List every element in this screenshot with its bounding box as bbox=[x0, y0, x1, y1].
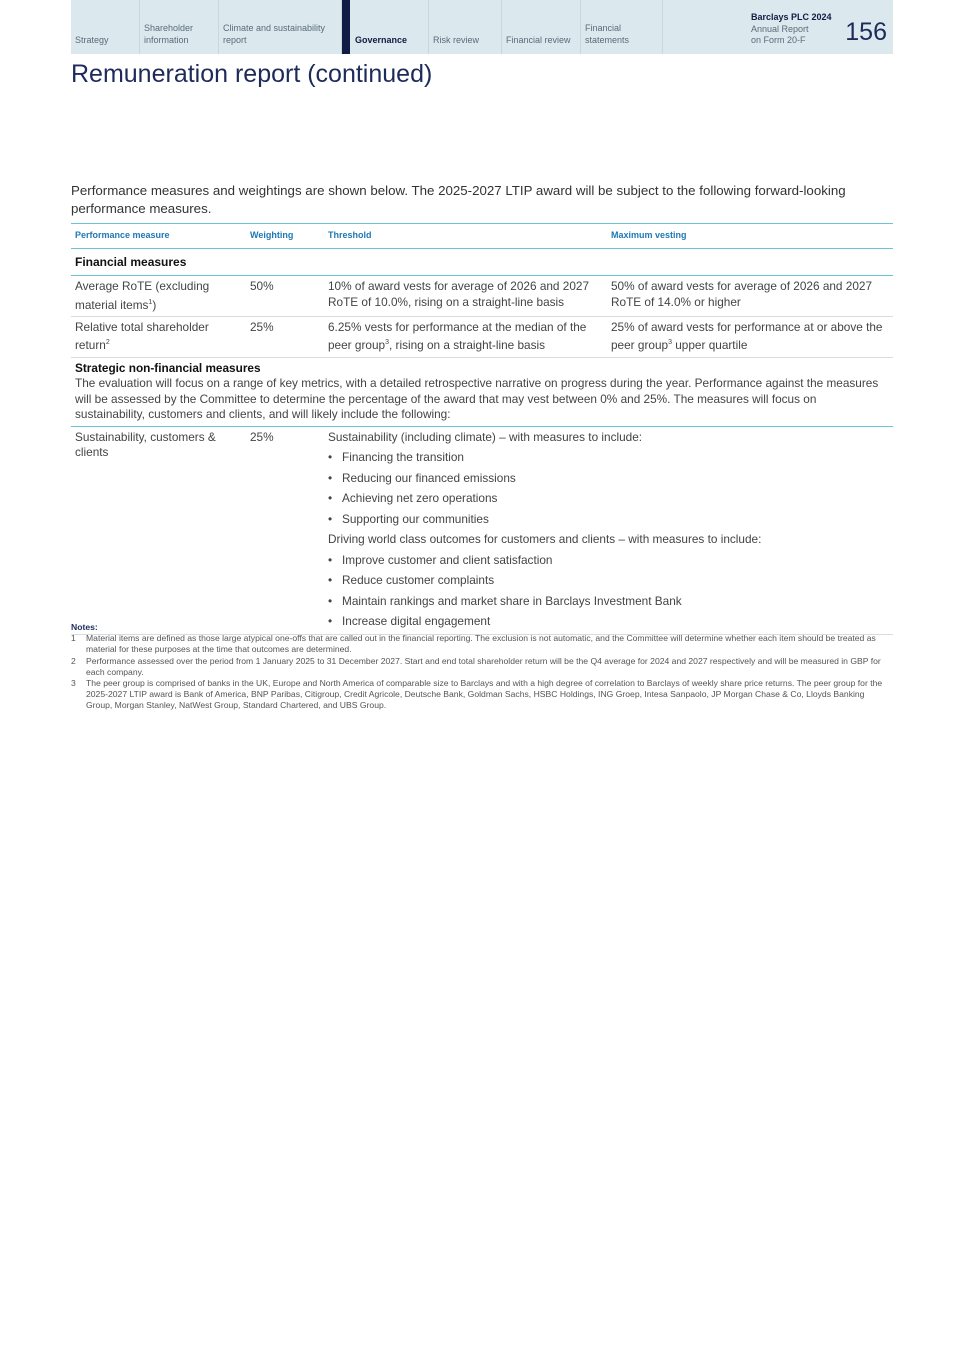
threshold-text: 6.25% vests for performance at the median of the peer group bbox=[328, 319, 587, 353]
measure-cell: Sustainability, customers & clients bbox=[71, 426, 246, 634]
list-item: • Increase digital engagement bbox=[328, 614, 889, 630]
measure-suffix: ) bbox=[152, 297, 157, 312]
nav-financial-statements[interactable]: Financial statements bbox=[581, 0, 663, 54]
weighting-cell: 25% bbox=[246, 316, 324, 357]
brand-line1: Annual Report bbox=[751, 23, 809, 34]
max-text: 25% of award vests for performance at or above the peer group bbox=[611, 319, 883, 353]
list-item: • Improve customer and client satisfaction bbox=[328, 553, 889, 569]
table-row bbox=[71, 426, 893, 634]
footnote-ref: 1 bbox=[148, 298, 153, 306]
sustain-bullets bbox=[328, 450, 889, 527]
strategic-description: The evaluation will focus on a range of key metrics, with a detailed retrospective narrative on progress during the year. Performance against the measures will be assessed by the Committee to determine the percentage of the award that may vest between 0% and 25%. The measures will focus on sustainability, customers and clients, and will likely include the following: bbox=[75, 376, 879, 422]
max-vesting-cell bbox=[607, 316, 893, 357]
notes-heading: Notes: bbox=[71, 622, 98, 632]
report-brand bbox=[663, 0, 893, 54]
table-row bbox=[71, 316, 893, 357]
brand-line2: on Form 20-F bbox=[751, 35, 806, 45]
footnote-ref: 3 bbox=[385, 339, 389, 347]
nav-governance[interactable]: Governance bbox=[342, 0, 429, 54]
weighting-cell: 50% bbox=[246, 276, 324, 317]
page-number: 156 bbox=[845, 18, 887, 46]
measure-cell bbox=[71, 276, 246, 317]
threshold-cell bbox=[324, 316, 607, 357]
customer-bullets bbox=[328, 553, 889, 630]
list-item: • Maintain rankings and market share in Barclays Investment Bank bbox=[328, 594, 889, 610]
nav-shareholder-information[interactable]: Shareholder information bbox=[140, 0, 219, 54]
note-item bbox=[71, 656, 893, 678]
measure-text: Relative total shareholder return bbox=[75, 319, 209, 353]
nav-strategy[interactable]: Strategy bbox=[71, 0, 140, 54]
note-item bbox=[71, 678, 893, 712]
strategic-heading: Strategic non-financial measures bbox=[75, 360, 261, 375]
note-text: Performance assessed over the period from 1 January 2025 to 31 December 2027. Start and end total shareholder return will be the Q4 average for 2024 and 2027 respectively and will be measured in GBP for each company. bbox=[86, 655, 881, 677]
note-text: The peer group is comprised of banks in the UK, Europe and North America of comparable size to Barclays and with a high degree of correlation to Barclays of weekly share price returns. The peer group for the 2025-2027 LTIP award is Bank of America, BNP Paribas, Citigroup, Credit Agricole, Deutsche Bank, Goldman Sachs, HSBC Holdings, ING Groep, Intesa Sanpaolo, JP Morgan Chase & Co, Lloyds Banking Group, Morgan Stanley, NatWest Group, Standard Chartered, and UBS Group. bbox=[86, 678, 883, 711]
strategic-section bbox=[71, 357, 893, 426]
max-text: upper quartile bbox=[671, 338, 748, 353]
max-vesting-cell: 50% of award vests for average of 2026 and 2027 RoTE of 14.0% or higher bbox=[607, 276, 893, 317]
col-header: Maximum vesting bbox=[607, 224, 893, 249]
table-header-row bbox=[71, 224, 893, 249]
nav-financial-review[interactable]: Financial review bbox=[502, 0, 581, 54]
note-number: 3 bbox=[71, 678, 76, 689]
nav-climate-sustainability[interactable]: Climate and sustainability report bbox=[219, 0, 342, 54]
nav-risk-review[interactable]: Risk review bbox=[429, 0, 502, 54]
note-text: Material items are defined as those large atypical one-offs that are called out in the financial reporting. The exclusion is not automatic, and the Committee will determine whether each item should be treated as material for these purposes at the time that outcomes are determined. bbox=[86, 633, 876, 655]
table-row bbox=[71, 276, 893, 317]
measure-text: Average RoTE (excluding material items bbox=[75, 279, 210, 312]
section-nav bbox=[71, 0, 893, 54]
col-header: Weighting bbox=[246, 224, 324, 249]
notes-section bbox=[71, 622, 893, 712]
weighting-cell: 25% bbox=[246, 426, 324, 634]
financial-measures-heading: Financial measures bbox=[71, 248, 893, 276]
col-header: Threshold bbox=[324, 224, 607, 249]
sustain-intro: Sustainability (including climate) – with measures to include: bbox=[328, 429, 643, 444]
list-item: • Reduce customer complaints bbox=[328, 573, 889, 589]
note-number: 2 bbox=[71, 655, 76, 666]
note-item bbox=[71, 633, 893, 655]
customers-intro: Driving world class outcomes for customers and clients – with measures to include: bbox=[328, 532, 762, 547]
note-number: 1 bbox=[71, 633, 76, 644]
footnote-ref: 2 bbox=[105, 339, 110, 347]
col-header: Performance measure bbox=[71, 224, 246, 249]
sustain-details bbox=[324, 426, 893, 634]
threshold-text: , rising on a straight-line basis bbox=[388, 338, 546, 353]
list-item: • Financing the transition bbox=[328, 450, 889, 466]
brand-title: Barclays PLC 2024 bbox=[751, 12, 832, 22]
page-title: Remuneration report (continued) bbox=[71, 60, 433, 88]
intro-paragraph: Performance measures and weightings are shown below. The 2025-2027 LTIP award will be subject to the following forward-looking performance measures. bbox=[71, 183, 846, 216]
footnote-ref: 3 bbox=[668, 339, 672, 347]
performance-measures-table bbox=[71, 223, 893, 635]
threshold-cell: 10% of award vests for average of 2026 and 2027 RoTE of 10.0%, rising on a straight-line basis bbox=[324, 276, 607, 317]
measure-cell bbox=[71, 316, 246, 357]
list-item: • Reducing our financed emissions bbox=[328, 471, 889, 487]
list-item: • Achieving net zero operations bbox=[328, 491, 889, 507]
list-item: • Supporting our communities bbox=[328, 512, 889, 528]
